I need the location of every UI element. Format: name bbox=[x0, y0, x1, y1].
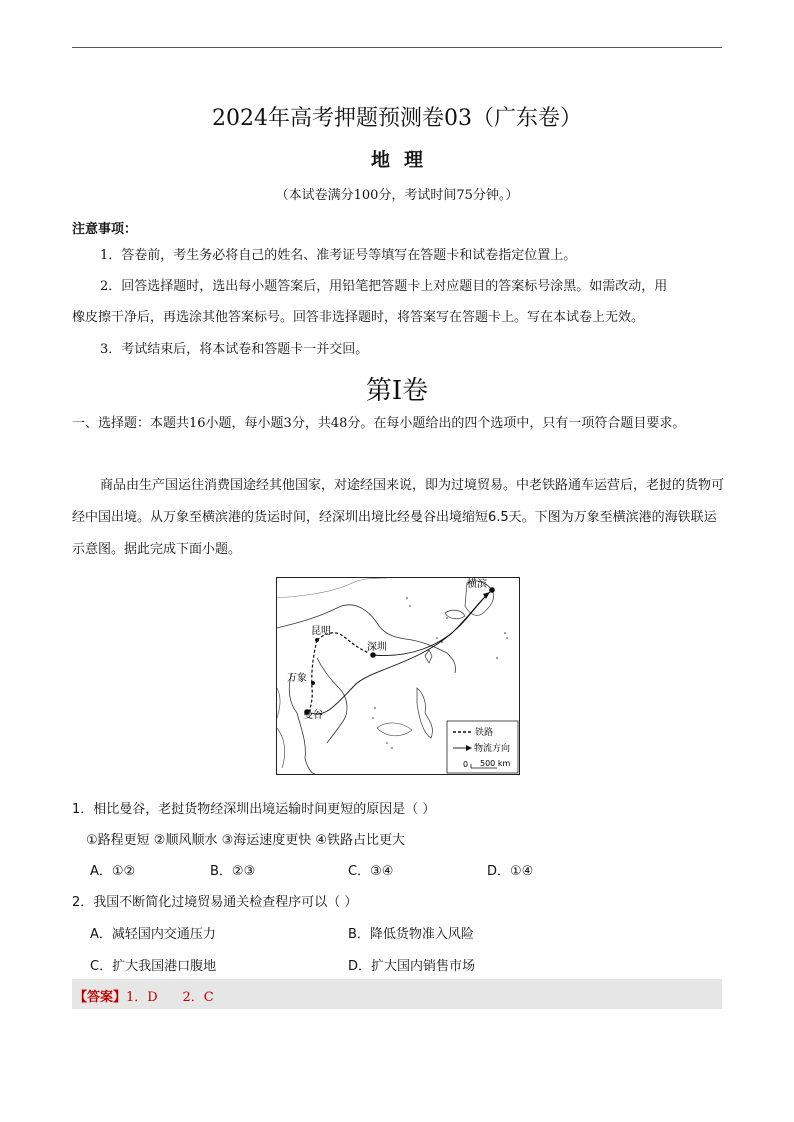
reading-passage: 商品由生产国运往消费国途经其他国家，对途经国来说，即为过境贸易。中老铁路通车运营后，老挝的货物可经中国出境。从万象至横滨港的货运时间，经深圳出境比经曼谷出境缩短6.5天。下图为万象至横滨港的海铁联运示意图。据此完成下面小题。 bbox=[72, 478, 725, 557]
coastline bbox=[277, 578, 387, 598]
legend-flow: 物流方向 bbox=[474, 744, 511, 754]
q2-option-c[interactable]: C．扩大我国港口腹地 bbox=[90, 959, 217, 974]
header-rule bbox=[72, 47, 722, 48]
legend-railway: 铁路 bbox=[475, 728, 494, 738]
city-marker-vientiane bbox=[311, 681, 315, 685]
notice-item-3: 3．考试结束后，将本试卷和答题卡一并交回。 bbox=[100, 342, 369, 357]
coastline bbox=[277, 728, 285, 768]
q1-option-c[interactable]: C．③④ bbox=[348, 864, 394, 879]
label-yokohama: 横滨 bbox=[467, 579, 487, 590]
q1-option-a[interactable]: A．①② bbox=[90, 864, 136, 879]
island bbox=[417, 688, 432, 738]
question-1-stem: 1．相比曼谷，老挝货物经深圳出境运输时间更短的原因是（ ） bbox=[72, 802, 436, 817]
q2-option-b[interactable]: B．降低货物准入风险 bbox=[348, 927, 474, 942]
q1-option-b[interactable]: B．②③ bbox=[210, 864, 256, 879]
notice-item-2: 2．回答选择题时，选出每小题答案后，用铅笔把答题卡上对应题目的答案标号涂黑。如需改动，用 bbox=[100, 279, 668, 294]
subject-title: 地理 bbox=[370, 149, 437, 171]
label-bangkok: 曼谷 bbox=[303, 710, 323, 721]
coastline bbox=[277, 688, 280, 718]
section-heading: 一、选择题：本题共16小题，每小题3分，共48分。在每小题给出的四个选项中，只有一项符合题目要求。 bbox=[72, 416, 686, 431]
label-vientiane: 万象 bbox=[287, 673, 307, 684]
notice-heading: 注意事项： bbox=[72, 222, 138, 237]
city-marker-yokohama bbox=[489, 587, 495, 593]
answer-text: 1．D 2．C bbox=[126, 990, 214, 1005]
q2-option-a[interactable]: A．减轻国内交通压力 bbox=[90, 927, 216, 942]
rail-sea-map bbox=[276, 577, 520, 775]
notice-item-2-cont: 橡皮擦干净后，再选涂其他答案标号。回答非选择题时，将答案写在答题卡上。写在本试卷上无效。 bbox=[72, 310, 645, 325]
notice-item-1: 1．答卷前，考生务必将自己的姓名、准考证号等填写在答题卡和试卷指定位置上。 bbox=[100, 248, 577, 263]
answer-tag: 【答案】 bbox=[74, 990, 127, 1005]
sea-route-shenzhen bbox=[373, 590, 492, 656]
exam-meta: （本试卷满分100分，考试时间75分钟。） bbox=[275, 188, 519, 203]
legend-scale: 500 km bbox=[480, 759, 511, 768]
island bbox=[425, 650, 432, 663]
city-marker-shenzhen bbox=[370, 652, 376, 658]
q1-option-d[interactable]: D．①④ bbox=[487, 864, 534, 879]
coastline bbox=[289, 673, 315, 774]
island bbox=[377, 723, 412, 736]
volume-heading: 第Ⅰ卷 bbox=[365, 376, 429, 406]
page-title: 2024年高考押题预测卷03（广东卷） bbox=[212, 106, 582, 131]
coastline bbox=[317, 658, 347, 743]
city-marker-kunming bbox=[315, 638, 319, 642]
sea-route-bangkok bbox=[311, 592, 490, 714]
label-kunming: 昆明 bbox=[311, 626, 331, 637]
island bbox=[445, 610, 465, 619]
railway-route bbox=[309, 640, 317, 712]
answer-bar bbox=[72, 979, 722, 1009]
label-shenzhen: 深圳 bbox=[367, 642, 387, 653]
question-1-items: ①路程更短 ②顺风顺水 ③海运速度更快 ④铁路占比更大 bbox=[86, 833, 406, 848]
question-2-stem: 2．我国不断简化过境贸易通关检查程序可以（ ） bbox=[72, 895, 358, 910]
legend-scale-zero: 0 bbox=[463, 760, 469, 769]
q2-option-d[interactable]: D．扩大国内销售市场 bbox=[348, 959, 476, 974]
